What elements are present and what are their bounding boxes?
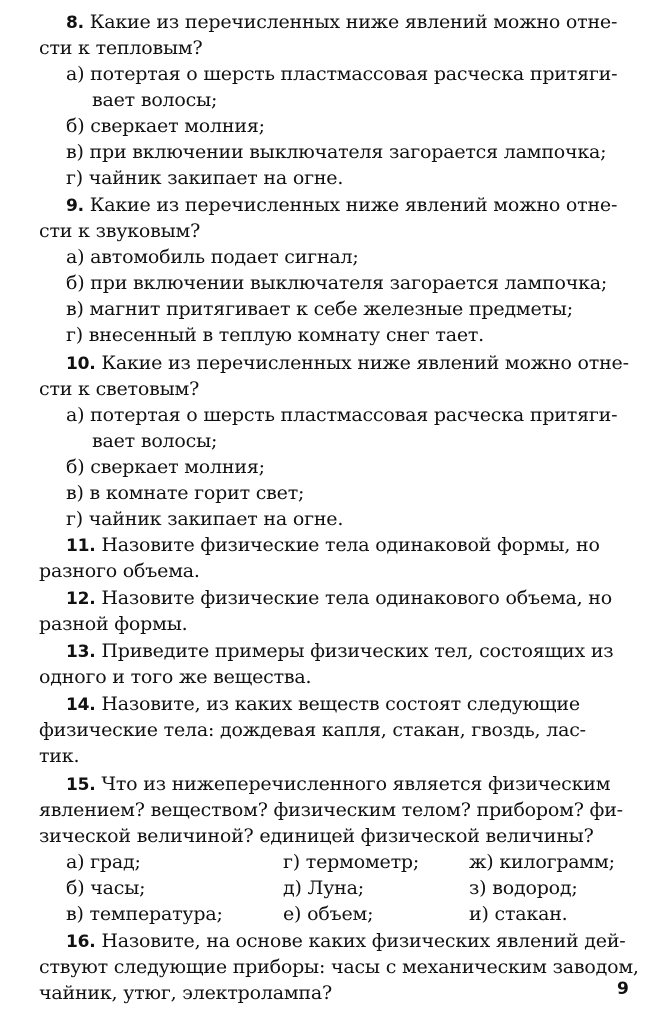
q16-number: 16. [66, 932, 96, 952]
q14-number: 14. [66, 695, 96, 715]
q15-option: в) температура; [66, 903, 223, 925]
q8-text-1: Какие из перечисленных ниже явлений можно отне- [89, 11, 618, 33]
q13-text-1: Приведите примеры физических тел, состоящих из [101, 640, 614, 662]
q9-text-1: Какие из перечисленных ниже явлений можно отне- [89, 194, 618, 216]
q10-text-1: Какие из перечисленных ниже явлений можно отне- [101, 352, 629, 374]
q9-option-c: в) магнит притягивает к себе железные предметы; [66, 298, 573, 320]
q15-text-1: Что из нижеперечисленного является физическим [101, 773, 611, 795]
q14-text-1: Назовите, из каких веществ состоят следующие [101, 693, 580, 715]
q9-number: 9. [66, 196, 84, 216]
q16-line-2: ствуют следующие приборы: часы с механическим заводом, [39, 956, 639, 978]
q12-line-1 [66, 585, 612, 612]
q9-option-a: а) автомобиль подает сигнал; [66, 246, 359, 268]
q10-option-d: г) чайник закипает на огне. [66, 508, 344, 530]
q15-option: г) термометр; [283, 851, 420, 873]
q15-number: 15. [66, 775, 96, 795]
q8-option-a-1: а) потертая о шерсть пластмассовая расческа притяги- [66, 63, 618, 85]
q11-line-2: разного объема. [39, 560, 200, 582]
q9-option-b: б) при включении выключателя загорается лампочка; [66, 272, 608, 294]
q8-option-c: в) при включении выключателя загорается лампочка; [66, 141, 607, 163]
q15-option: а) град; [66, 851, 141, 873]
q10-line-1 [66, 350, 629, 377]
q12-line-2: разной формы. [39, 613, 188, 635]
q11-line-1 [66, 532, 600, 559]
q10-line-2: сти к световым? [39, 378, 200, 400]
q14-line-3: тик. [39, 745, 80, 767]
q10-option-c: в) в комнате горит свет; [66, 482, 305, 504]
q15-line-1 [66, 771, 610, 798]
q15-option: д) Луна; [283, 877, 364, 899]
q16-line-3: чайник, утюг, электролампа? [39, 982, 332, 1004]
page-number: 9 [617, 979, 629, 999]
q11-text-1: Назовите физические тела одинаковой формы, но [101, 534, 600, 556]
q8-option-d: г) чайник закипает на огне. [66, 167, 344, 189]
q10-option-a-2: вает волосы; [92, 430, 218, 452]
q8-option-b: б) сверкает молния; [66, 115, 265, 137]
q15-option: з) водород; [469, 877, 578, 899]
q9-line-2: сти к звуковым? [39, 220, 201, 242]
q15-option: и) стакан. [469, 903, 568, 925]
q16-line-1 [66, 928, 626, 955]
q14-line-2: физические тела: дождевая капля, стакан, гвоздь, лас- [39, 719, 586, 741]
q12-text-1: Назовите физические тела одинакового объема, но [101, 587, 613, 609]
q8-number: 8. [66, 13, 84, 33]
q15-option: б) часы; [66, 877, 146, 899]
q8-line-2: сти к тепловым? [39, 37, 203, 59]
q14-line-1 [66, 691, 580, 718]
q10-option-b: б) сверкает молния; [66, 456, 265, 478]
q16-text-1: Назовите, на основе каких физических явлений дей- [101, 930, 626, 952]
q11-number: 11. [66, 536, 96, 556]
q8-line-1 [66, 9, 617, 36]
q8-option-a-2: вает волосы; [92, 89, 218, 111]
q12-number: 12. [66, 589, 96, 609]
q10-option-a-1: а) потертая о шерсть пластмассовая расческа притяги- [66, 404, 618, 426]
q10-number: 10. [66, 354, 96, 374]
q15-option: е) объем; [283, 903, 374, 925]
q15-option: ж) килограмм; [469, 851, 615, 873]
q15-line-3: зической величиной? единицей физической величины? [39, 825, 594, 847]
q15-line-2: явлением? веществом? физическим телом? прибором? фи- [39, 799, 623, 821]
q9-option-d: г) внесенный в теплую комнату снег тает. [66, 324, 485, 346]
q13-number: 13. [66, 642, 96, 662]
q13-line-2: одного и того же вещества. [39, 666, 312, 688]
q13-line-1 [66, 638, 613, 665]
q9-line-1 [66, 192, 617, 219]
